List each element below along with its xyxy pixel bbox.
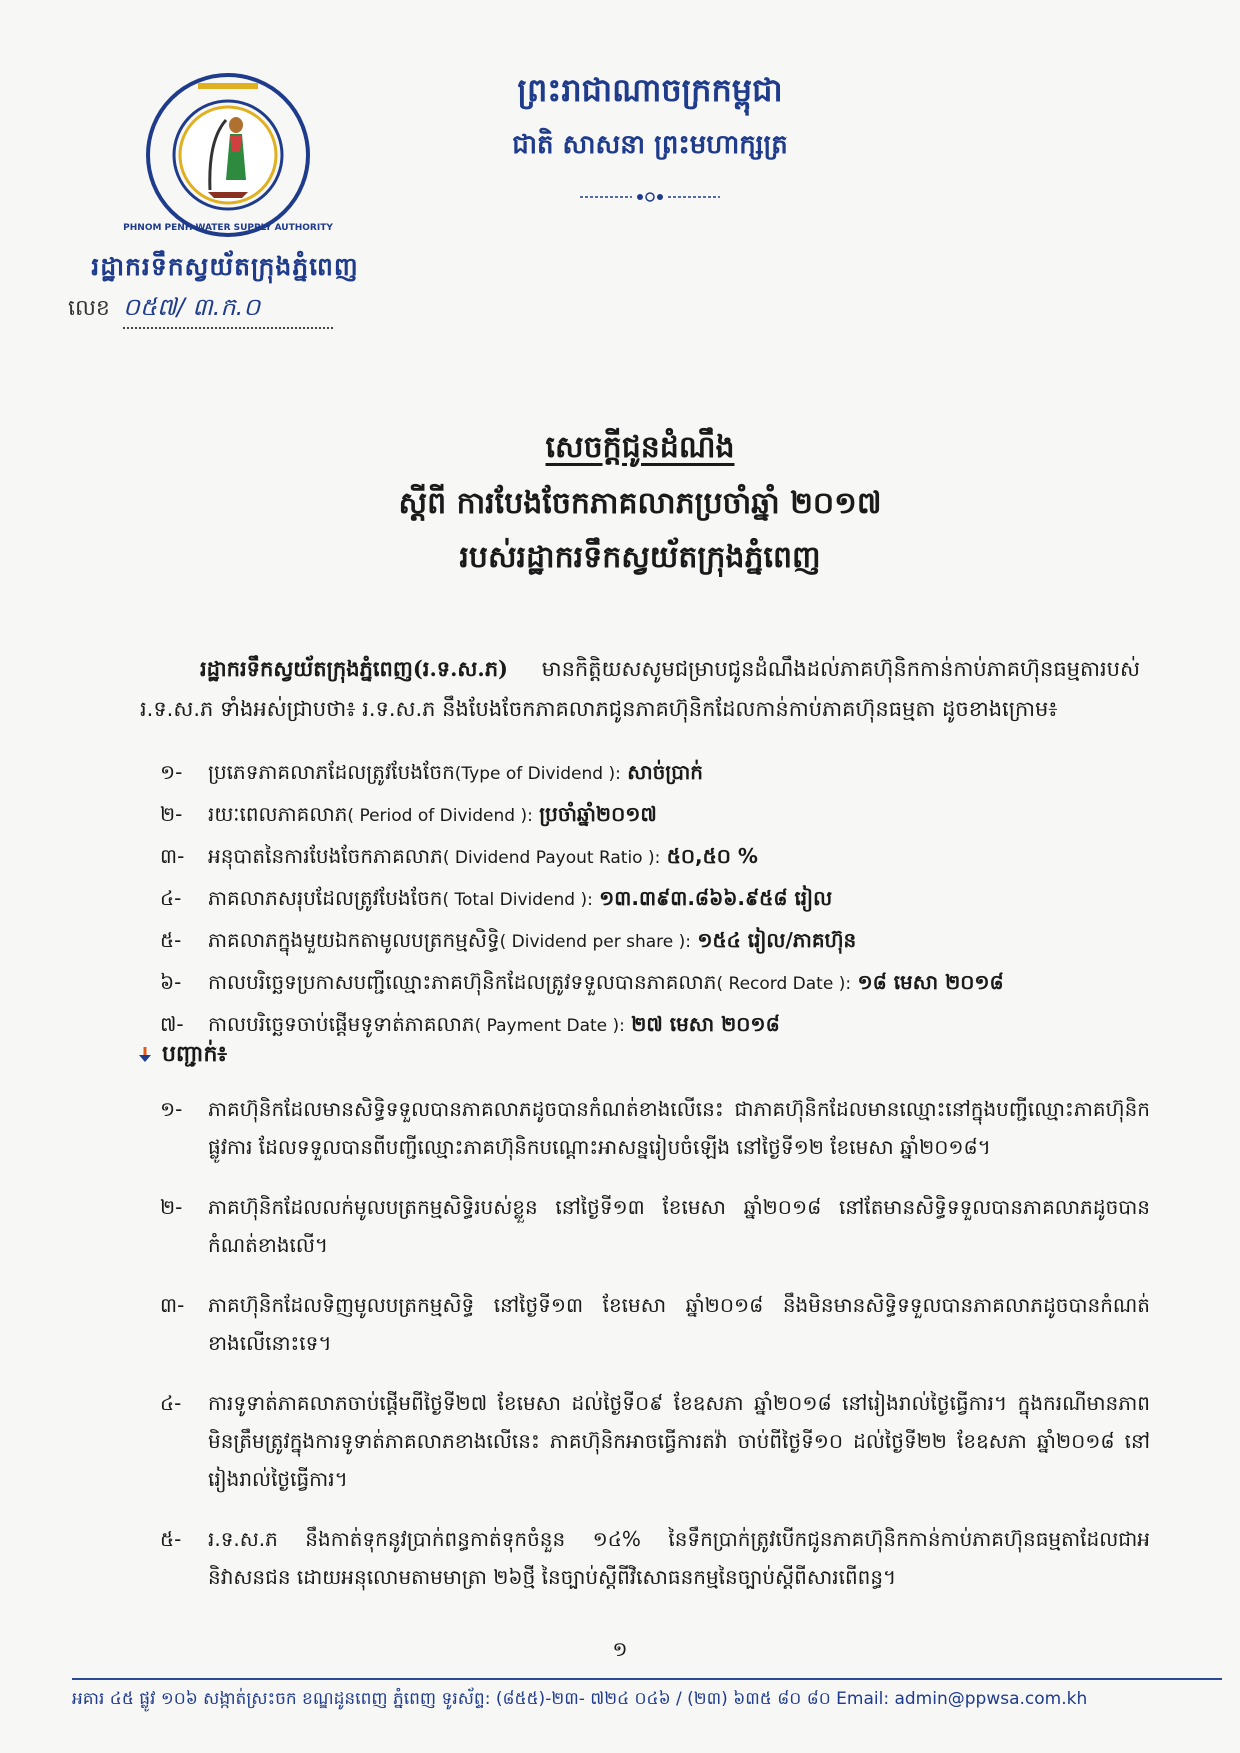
ornament-divider: [580, 190, 720, 204]
detail-item: ២- រយៈពេលភាគលាភ( Period of Dividend ): ប្រចាំឆ្នាំ២០១៧: [160, 802, 657, 826]
notes-list: [160, 1090, 1150, 1618]
intro-paragraph: [140, 649, 1140, 729]
reference-number: ០៥៧/ ៣.ក.០: [123, 292, 333, 329]
reference-line: [68, 292, 333, 329]
note-item: ២- ភាគហ៊ុនិកដែលលក់មូលបត្រកម្មសិទ្ធិរបស់ខ្លួន នៅថ្ងៃទី១៣ ខែមេសា ឆ្នាំ២០១៨ នៅតែមានសិទ្ធិទទួលបានភាគលាភដូចបានកំណត់ខាងលើ។: [160, 1195, 1150, 1257]
svg-text:PHNOM PENH WATER SUPPLY AUTHOR: PHNOM PENH WATER SUPPLY AUTHORITY: [123, 223, 333, 233]
detail-item: ៦- កាលបរិច្ឆេទប្រកាសបញ្ជីឈ្មោះភាគហ៊ុនិកដែលត្រូវទទួលបានភាគលាភ( Record Date ): ១៨ មេសា ២០១៨: [160, 970, 1004, 994]
notes-heading: បញ្ជាក់៖: [138, 1040, 227, 1072]
national-motto: ជាតិ សាសនា ព្រះមហាក្សត្រ: [512, 130, 788, 160]
detail-item: ៥- ភាគលាភក្នុងមួយឯកតាមូលបត្រកម្មសិទ្ធិ( Dividend per share ): ១៥៤ រៀល/ភាគហ៊ុន: [160, 928, 857, 952]
title-line-2: ស្ដីពី ការបែងចែកភាគលាភប្រចាំឆ្នាំ ២០១៧: [398, 486, 882, 521]
note-item: ១- ភាគហ៊ុនិកដែលមានសិទ្ធិទទួលបានភាគលាភដូចបានកំណត់ខាងលើនេះ ជាភាគហ៊ុនិកដែលមានឈ្មោះនៅក្នុងបញ្ជីឈ្មោះភាគហ៊ុនិកផ្លូវការ ដែលទទួលបានពីបញ្ជីឈ្មោះភាគហ៊ុនិកបណ្ដោះអាសន្នរៀបចំឡើង នៅថ្ងៃទី១២ ខែមេសា ឆ្នាំ២០១៨។: [160, 1097, 1150, 1159]
title-line-3: របស់រដ្ឋាករទឹកស្វយ័តក្រុងភ្នំពេញ: [459, 540, 821, 575]
detail-item: ៤- ភាគលាភសរុបដែលត្រូវបែងចែក( Total Dividend ): ១៣.៣៩៣.៨៦៦.៩៥៨ រៀល: [160, 886, 833, 910]
intro-org-name: រដ្ឋាករទឹកស្វយ័តក្រុងភ្នំពេញ(រ.ទ.ស.ភ): [200, 656, 508, 681]
note-item: ៥- រ.ទ.ស.ភ នឹងកាត់ទុកនូវប្រាក់ពន្ធកាត់ទុកចំនួន ១៤% នៃទឹកប្រាក់ត្រូវបើកជូនភាគហ៊ុនិកកាន់កាប់ភាគហ៊ុនធម្មតាដែលជាអនិវាសនជន ដោយអនុលោមតាមមាត្រា ២៦ថ្មី នៃច្បាប់ស្ដីពីវិសោធនកម្មនៃច្បាប់ស្ដីពីសារពើពន្ធ។: [160, 1527, 1150, 1589]
footer-address: អគារ ៤៥ ផ្លូវ ១០៦ សង្កាត់ស្រះចក ខណ្ឌដូនពេញ ភ្នំពេញ ទូរស័ព្ទ: (៨៥៥)-២៣- ៧២៤ ០៤៦ / (២៣) ៦៣៥ ៨០ ៨០ Email: admin@ppwsa.com.kh: [72, 1689, 1088, 1709]
title-line-1: សេចក្ដីជូនដំណឹង: [545, 430, 735, 465]
arrow-down-icon: [138, 1047, 152, 1063]
note-item: ៣- ភាគហ៊ុនិកដែលទិញមូលបត្រកម្មសិទ្ធិ នៅថ្ងៃទី១៣ ខែមេសា ឆ្នាំ២០១៨ នឹងមិនមានសិទ្ធិទទួលបានភាគលាភដូចបានកំណត់ខាងលើនោះទេ។: [160, 1293, 1150, 1355]
reference-label: លេខ: [68, 296, 110, 321]
kingdom-heading: ព្រះរាជាណាចក្រកម្ពុជា: [517, 71, 783, 109]
organization-name: រដ្ឋាករទឹកស្វយ័តក្រុងភ្នំពេញ: [91, 252, 359, 281]
announcement-title: [140, 428, 1140, 592]
ppwsa-logo: [123, 70, 333, 240]
detail-item: ១- ប្រភេទភាគលាភដែលត្រូវបែងចែក(Type of Dividend ): សាច់ប្រាក់: [160, 760, 703, 784]
intro-text: មានកិត្តិយសសូមជម្រាបជូនដំណឹងដល់ភាគហ៊ុនិកកាន់កាប់ភាគហ៊ុនធម្មតារបស់ រ.ទ.ស.ភ ទាំងអស់ជ្រាបថា៖ រ.ទ.ស.ភ នឹងបែងចែកភាគលាភជូនភាគហ៊ុនិកដែលកាន់កាប់ភាគហ៊ុនធម្មតា ដូចខាងក្រោម៖: [140, 657, 1140, 721]
detail-item: ៧- កាលបរិច្ឆេទចាប់ផ្ដើមទូទាត់ភាគលាភ( Payment Date ): ២៧ មេសា ២០១៨: [160, 1012, 780, 1036]
note-item: ៤- ការទូទាត់ភាគលាភចាប់ផ្ដើមពីថ្ងៃទី២៧ ខែមេសា ដល់ថ្ងៃទី០៩ ខែឧសភា ឆ្នាំ២០១៨ នៅរៀងរាល់ថ្ងៃធ្វើការ។ ក្នុងករណីមានភាពមិនត្រឹមត្រូវក្នុងការទូទាត់ភាគលាភខាងលើនេះ ភាគហ៊ុនិកអាចធ្វើការតវ៉ា ចាប់ពីថ្ងៃទី១០ ដល់ថ្ងៃទី២២ ខែឧសភា ឆ្នាំ២០១៨ នៅរៀងរាល់ថ្ងៃធ្វើការ។: [160, 1391, 1150, 1491]
footer-divider: [72, 1678, 1222, 1680]
page-number: ១: [612, 1637, 628, 1661]
dividend-details-list: [160, 752, 1140, 1046]
detail-item: ៣- អនុបាតនៃការបែងចែកភាគលាភ( Dividend Payout Ratio ): ៥០,៥០ %: [160, 844, 758, 868]
